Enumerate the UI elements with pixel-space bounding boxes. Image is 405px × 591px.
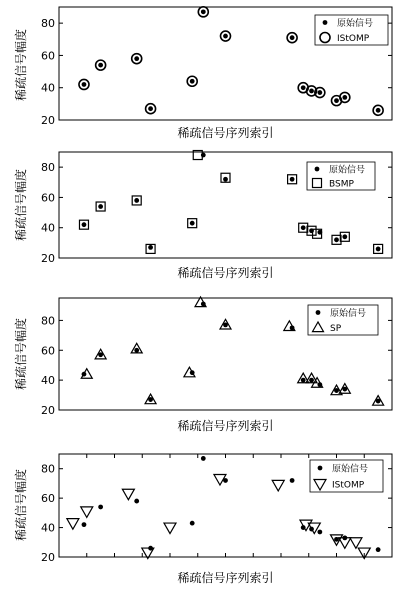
data-point-original bbox=[98, 204, 103, 209]
y-tick-label: 20 bbox=[41, 551, 55, 564]
data-point-original bbox=[290, 325, 295, 330]
data-point-recovered bbox=[67, 519, 79, 530]
data-point-original bbox=[190, 79, 195, 84]
data-point-original bbox=[134, 198, 139, 203]
legend-label: SP bbox=[330, 324, 342, 334]
data-point-original bbox=[82, 372, 87, 377]
data-point-original bbox=[82, 522, 87, 527]
y-axis-label: 稀疏信号幅度 bbox=[14, 28, 28, 102]
data-point-original bbox=[223, 478, 228, 483]
data-point-original bbox=[376, 108, 381, 113]
data-point-original bbox=[317, 530, 322, 535]
y-tick-label: 20 bbox=[41, 114, 55, 127]
data-point-original bbox=[223, 322, 228, 327]
y-tick-label: 60 bbox=[41, 492, 55, 506]
legend-marker bbox=[323, 20, 328, 25]
data-point-original bbox=[98, 63, 103, 68]
data-point-original bbox=[376, 247, 381, 252]
y-tick-label: 80 bbox=[41, 462, 55, 476]
data-point-original bbox=[290, 478, 295, 483]
y-tick-label: 60 bbox=[41, 191, 55, 205]
data-point-recovered bbox=[164, 523, 176, 534]
y-tick-label: 80 bbox=[41, 161, 55, 175]
data-point-original bbox=[134, 348, 139, 353]
data-point-original bbox=[98, 505, 103, 510]
data-point-original bbox=[301, 225, 306, 230]
x-axis-label: 稀疏信号序列索引 bbox=[177, 266, 274, 280]
y-axis-label: 稀疏信号幅度 bbox=[14, 168, 28, 242]
data-point-original bbox=[309, 228, 314, 233]
data-point-original bbox=[301, 378, 306, 383]
legend-label: 原始信号 bbox=[337, 19, 374, 29]
legend-label: IStOMP bbox=[337, 34, 370, 44]
data-point-original bbox=[134, 56, 139, 61]
chart-panel-3 bbox=[13, 297, 392, 433]
data-point-recovered bbox=[81, 507, 93, 518]
data-point-original bbox=[148, 106, 153, 111]
data-point-original bbox=[342, 535, 347, 540]
legend-label: IStOMP bbox=[332, 480, 365, 491]
y-tick-label: 20 bbox=[41, 404, 55, 417]
data-point-original bbox=[334, 537, 339, 542]
data-point-original bbox=[190, 221, 195, 226]
data-point-original bbox=[148, 546, 153, 551]
y-tick-label: 60 bbox=[41, 49, 55, 63]
chart-panel-2 bbox=[13, 151, 392, 280]
data-point-original bbox=[317, 90, 322, 95]
y-tick-label: 40 bbox=[41, 221, 55, 235]
data-point-original bbox=[309, 378, 314, 383]
x-axis-label: 稀疏信号序列索引 bbox=[177, 571, 274, 585]
legend-marker bbox=[318, 466, 323, 471]
data-point-original bbox=[309, 89, 314, 94]
y-tick-label: 20 bbox=[41, 252, 55, 265]
y-tick-label: 40 bbox=[41, 521, 55, 535]
x-axis-label: 稀疏信号序列索引 bbox=[177, 126, 274, 140]
data-point-original bbox=[301, 525, 306, 530]
data-point-original bbox=[317, 382, 322, 387]
y-tick-label: 80 bbox=[41, 314, 55, 328]
data-point-original bbox=[201, 153, 206, 158]
chart-panel-1 bbox=[13, 7, 392, 140]
data-point-original bbox=[98, 352, 103, 357]
y-axis-label: 稀疏信号幅度 bbox=[14, 317, 28, 391]
data-point-original bbox=[148, 245, 153, 250]
data-point-original bbox=[334, 237, 339, 242]
data-point-original bbox=[309, 527, 314, 532]
data-point-original bbox=[148, 397, 153, 402]
data-point-original bbox=[82, 222, 87, 227]
x-axis-label: 稀疏信号序列索引 bbox=[177, 419, 274, 433]
data-point-original bbox=[334, 388, 339, 393]
y-tick-label: 40 bbox=[41, 81, 55, 95]
data-point-original bbox=[134, 499, 139, 504]
legend-marker bbox=[316, 310, 321, 315]
legend-label: 原始信号 bbox=[330, 309, 367, 319]
y-tick-label: 60 bbox=[41, 344, 55, 358]
data-point-original bbox=[201, 9, 206, 14]
y-axis-label: 稀疏信号幅度 bbox=[14, 468, 28, 542]
data-point-recovered bbox=[350, 538, 362, 549]
data-point-original bbox=[201, 456, 206, 461]
data-point-original bbox=[190, 370, 195, 375]
data-point-original bbox=[376, 547, 381, 552]
data-point-original bbox=[376, 399, 381, 404]
data-point-original bbox=[342, 387, 347, 392]
data-point-original bbox=[190, 521, 195, 526]
data-point-original bbox=[223, 177, 228, 182]
data-point-original bbox=[223, 34, 228, 39]
y-tick-label: 80 bbox=[41, 17, 55, 31]
data-point-recovered bbox=[272, 480, 284, 491]
data-point-original bbox=[201, 302, 206, 307]
data-point-original bbox=[290, 177, 295, 182]
y-tick-label: 40 bbox=[41, 374, 55, 388]
chart-panel-4 bbox=[13, 454, 392, 585]
legend-marker bbox=[315, 167, 320, 172]
data-point-original bbox=[342, 95, 347, 100]
data-point-original bbox=[301, 85, 306, 90]
legend-label: BSMP bbox=[329, 179, 354, 190]
legend-label: 原始信号 bbox=[329, 165, 366, 176]
data-point-original bbox=[317, 230, 322, 235]
data-point-original bbox=[290, 35, 295, 40]
data-point-original bbox=[82, 82, 87, 87]
data-point-recovered bbox=[122, 489, 134, 500]
data-point-original bbox=[334, 98, 339, 103]
legend-label: 原始信号 bbox=[332, 464, 369, 475]
data-point-original bbox=[342, 234, 347, 239]
